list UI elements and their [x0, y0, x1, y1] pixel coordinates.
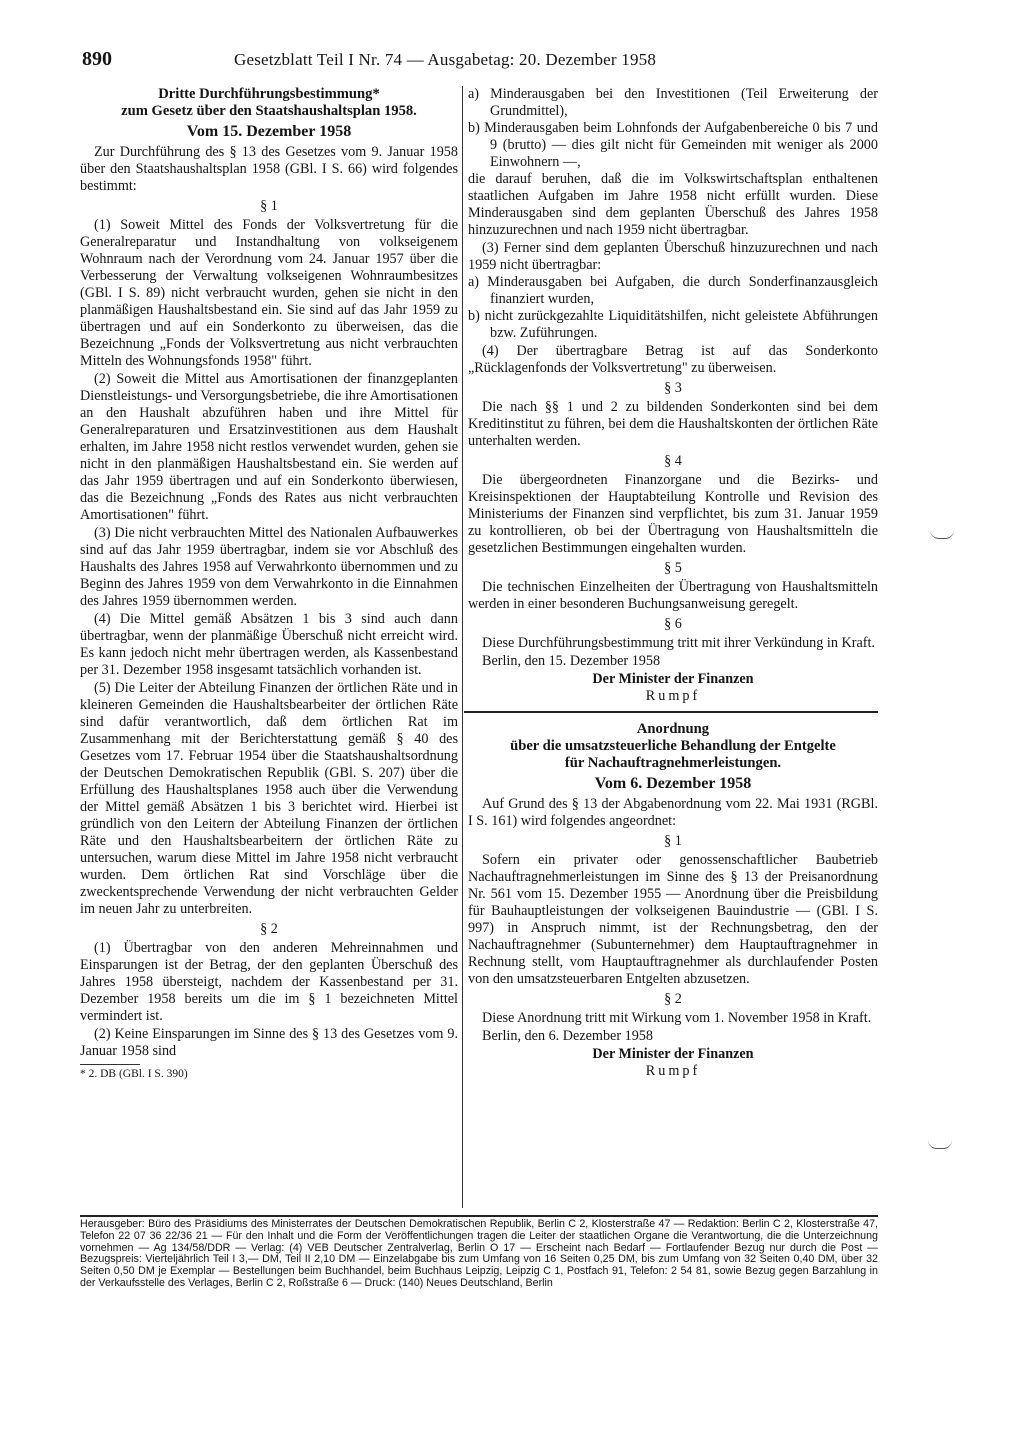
- footnote-rule: [80, 1064, 140, 1065]
- left-column: [80, 86, 458, 1081]
- doc1-s1-paragraph1: (1) Soweit Mittel des Fonds der Volksvertretung für die Generalreparatur und Instandhaltung von volkseigenem Wohnraum nach der Verordnung vom 24. Januar 1957 über die Verbesserung der Verwaltung volkseigenen Wohnraumbesitzes (GBl. I S. 89) nicht verbraucht wurden, gehen sie nicht in den planmäßigen Haushaltsbestand ein. Sie sind auf das Jahr 1959 zu übertragen und auf ein Sonderkonto zu überweisen, das die Bezeichnung „Fonds der Volksvertretung aus nicht verbrauchten Mitteln des Wohnungsfonds 1958" führt.: [80, 217, 458, 369]
- doc1-s4-paragraph: Die übergeordneten Finanzorgane und die Bezirks- und Kreisinspektionen der Hauptabteilung Kontrolle und Revision des Ministeriums der Finanzen sind verpflichtet, bis zum 31. Januar 1959 zu kontrollieren, ob bei der Übertragung von Haushaltsmitteln die gesetzlichen Bestimmungen eingehalten wurden.: [468, 472, 878, 556]
- doc1-s2-paragraph4: (4) Der übertragbare Betrag ist auf das Sonderkonto „Rücklagenfonds der Volksvertretung" zu überweisen.: [468, 343, 878, 376]
- doc1-s2-paragraph2: (2) Keine Einsparungen im Sinne des § 13 des Gesetzes vom 9. Januar 1958 sind: [80, 1026, 458, 1059]
- doc1-intro: Zur Durchführung des § 13 des Gesetzes vom 9. Januar 1958 über den Staatshaushaltsplan 1958 (GBl. I S. 66) wird folgendes bestimmt:: [80, 144, 458, 194]
- doc1-s2-paragraph1: (1) Übertragbar von den anderen Mehreinnahmen und Einsparungen ist der Betrag, der den geplanten Überschuß des Jahres 1958 übersteigt, nachdem der Kassenbestand per 31. Dezember 1958 bereits um die im § 1 bezeichneten Mittel vermindert ist.: [80, 940, 458, 1024]
- doc1-s1-paragraph4: (4) Die Mittel gemäß Absätzen 1 bis 3 sind auch dann übertragbar, wenn der planmäßige Überschuß nicht erreicht wird. Es kann jedoch nicht mehr übertragen werden, als Kassenbestand per 31. Dezember 1958 insgesamt tatsächlich vorhanden ist.: [80, 611, 458, 678]
- doc1-s5-paragraph: Die technischen Einzelheiten der Übertragung von Haushaltsmitteln werden in einer besonderen Buchungsanweisung geregelt.: [468, 579, 878, 612]
- margin-scan-mark: [930, 530, 954, 539]
- doc1-section4-heading: § 4: [664, 453, 682, 469]
- doc2-section1-heading: § 1: [664, 833, 682, 849]
- doc2-signature: Rumpf: [645, 1063, 701, 1079]
- column-divider: [462, 86, 463, 1208]
- doc2-date: Vom 6. Dezember 1958: [594, 775, 752, 792]
- doc1-s1-paragraph5: (5) Die Leiter der Abteilung Finanzen der örtlichen Räte und in kleineren Gemeinden die Haushaltsbearbeiter der örtlichen Räte sind dafür verantwortlich, daß dem örtlichen Rat im Zusammenhang mit der Berichterstattung gemäß § 40 des Gesetzes vom 17. Februar 1954 über die Staatshaushaltsordnung der Deutschen Demokratischen Republik (GBl. S. 207) über die Erfüllung des Haushaltsplanes 1958 auch über die Verwendung der Mittel gemäß Absätzen 1 bis 3 berichtet wird. Hierbei ist gründlich von den Leitern der Abteilung Finanzen der örtlichen Räte und den Haushaltsbearbeitern der örtlichen Räte zu untersuchen, warum diese Mittel im Jahre 1958 nicht verbraucht wurden. Dem örtlichen Rat sind Vorschläge über die zweckentsprechende Verwendung der nicht verbrauchten Gelder im neuen Jahr zu unterbreiten.: [80, 680, 458, 917]
- doc1-s3-paragraph: Die nach §§ 1 und 2 zu bildenden Sonderkonten sind bei dem Kreditinstitut zu führen, bei dem die Haushaltskonten der örtlichen Räte unterhalten werden.: [468, 399, 878, 449]
- doc1-date: Vom 15. Dezember 1958: [186, 123, 352, 140]
- doc1-section6-heading: § 6: [664, 616, 682, 632]
- doc1-s2-continuation: die darauf beruhen, daß die im Volkswirtschaftsplan enthaltenen staatlichen Aufgaben im Jahre 1958 nicht erfüllt wurden. Diese Minderausgaben sind dem geplanten Überschuß des Jahres 1958 hinzuzurechnen und nach 1959 nicht übertragbar.: [468, 171, 878, 238]
- doc2-title-line3: für Nachauftragnehmerleistungen.: [564, 755, 782, 771]
- publisher-imprint: Herausgeber: Büro des Präsidiums des Ministerrates der Deutschen Demokratischen Republik, Berlin C 2, Klosterstraße 47 — Redaktion: Berlin C 2, Klosterstraße 47, Telefon 22 07 36 22/36 21 — Für den Inhalt und die Form der Veröffentlichungen tragen die Leiter der staatlichen Organe die Verantwortung, die die Unterzeichnung vornehmen — Ag 134/58/DDR — Verlag: (4) VEB Deutscher Zentralverlag, Berlin O 17 — Erscheint nach Bedarf — Fortlaufender Bezug nur durch die Post — Bezugspreis: Vierteljährlich Teil I 3,— DM, Teil II 2,10 DM — Einzelabgabe bis zum Umfang von 16 Seiten 0,25 DM, bis zum Umfang von 32 Seiten 0,40 DM, über 32 Seiten 0,50 DM je Exemplar — Bestellungen beim Buchhandel, beim Buchhaus Leipzig, Leipzig C 1, Postfach 91, Telefon: 2 54 81, sowie Bezug gegen Barzahlung in der Verkaufsstelle des Verlages, Berlin C 2, Roßstraße 6 — Druck: (140) Neues Deutschland, Berlin: [80, 1218, 878, 1289]
- margin-scan-mark: [928, 1140, 952, 1149]
- header-title: Gesetzblatt Teil I Nr. 74 — Ausgabetag: 20. Dezember 1958: [234, 50, 657, 69]
- doc1-signature: Rumpf: [645, 688, 701, 704]
- doc1-title-line1: Dritte Durchführungsbestimmung*: [158, 86, 380, 102]
- document-separator: [464, 711, 878, 713]
- doc2-place-date: Berlin, den 6. Dezember 1958: [482, 1028, 653, 1044]
- doc1-section5-heading: § 5: [664, 560, 682, 576]
- doc2-title-line2: über die umsatzsteuerliche Behandlung der Entgelte: [510, 738, 836, 754]
- doc1-section3-heading: § 3: [664, 380, 682, 396]
- doc1-section1-heading: § 1: [260, 198, 278, 214]
- doc2-title-line1: Anordnung: [636, 721, 710, 737]
- page-header: [82, 48, 878, 82]
- right-column: [468, 86, 878, 1080]
- doc1-place-date: Berlin, den 15. Dezember 1958: [482, 653, 661, 669]
- doc1-s6-paragraph: Diese Durchführungsbestimmung tritt mit ihrer Verkündung in Kraft.: [482, 635, 875, 651]
- doc2-section2-heading: § 2: [664, 991, 682, 1007]
- footnote: * 2. DB (GBl. I S. 390): [80, 1068, 188, 1080]
- doc2-signer-title: Der Minister der Finanzen: [592, 1046, 754, 1062]
- doc1-s1-paragraph2: (2) Soweit die Mittel aus Amortisationen der finanzgeplanten Dienstleistungs- und Versorgungsbetriebe, die ihre Amortisationen an den Haushalt abzuführen haben und ihre Mittel für Generalreparaturen und Ersatzinvestitionen aus dem Haushalt erhalten, im Jahre 1958 nicht restlos verwendet wurden, gehen sie nicht in den planmäßigen Haushaltsbestand ein. Sie werden auf das Jahr 1959 übertragen und auf ein Sonderkonto überwiesen, das die Bezeichnung „Fonds des Rates aus nicht verbrauchten Amortisationen" führt.: [80, 371, 458, 523]
- doc1-s2-p3-item-a: a) Minderausgaben bei Aufgaben, die durch Sonderfinanzausgleich finanziert wurden,: [468, 274, 878, 307]
- doc1-s2-item-a: a) Minderausgaben bei den Investitionen (Teil Erweiterung der Grundmittel),: [468, 86, 878, 119]
- doc2-s2-paragraph: Diese Anordnung tritt mit Wirkung vom 1. November 1958 in Kraft.: [482, 1010, 872, 1026]
- doc1-s2-item-b: b) Minderausgaben beim Lohnfonds der Aufgabenbereiche 0 bis 7 und 9 (brutto) — dies gilt nicht für Gemeinden mit weniger als 2000 Einwohnern —,: [468, 120, 878, 170]
- doc2-s1-paragraph: Sofern ein privater oder genossenschaftlicher Baubetrieb Nachauftragnehmerleistungen im Sinne des § 13 der Preisanordnung Nr. 561 vom 15. Dezember 1955 — Anordnung über die Preisbildung für Bauhauptleistungen der volkseigenen Bauindustrie — (GBl. I S. 997) in Anspruch nimmt, ist der Rechnungsbetrag, den der Nachauftragnehmer (Subunternehmer) dem Hauptauftragnehmer in Rechnung stellt, vom Hauptauftragnehmer als durchlaufender Posten von den umsatzsteuerbaren Entgelten abzusetzen.: [468, 852, 878, 987]
- page-number: 890: [82, 48, 112, 70]
- doc1-s2-paragraph3: (3) Ferner sind dem geplanten Überschuß hinzuzurechnen und nach 1959 nicht übertragbar:: [468, 240, 878, 273]
- doc1-s2-p3-item-b: b) nicht zurückgezahlte Liquiditätshilfen, nicht geleistete Abführungen bzw. Zuführungen.: [468, 308, 878, 341]
- doc2-intro: Auf Grund des § 13 der Abgabenordnung vom 22. Mai 1931 (RGBl. I S. 161) wird folgendes angeordnet:: [468, 796, 878, 829]
- doc1-s1-paragraph3: (3) Die nicht verbrauchten Mittel des Nationalen Aufbauwerkes sind auf das Jahr 1959 übertragbar, indem sie vor Abschluß des Haushalts des Jahres 1958 auf Verwahrkonto übernommen und zu Beginn des Jahres 1959 von dem Verwahrkonto in die Einnahmen des Jahres 1959 übernommen werden.: [80, 525, 458, 609]
- doc1-title-line2: zum Gesetz über den Staatshaushaltsplan 1958.: [121, 103, 417, 119]
- imprint-rule: [80, 1215, 878, 1217]
- doc1-section2-heading: § 2: [260, 921, 278, 937]
- doc1-signer-title: Der Minister der Finanzen: [592, 671, 754, 687]
